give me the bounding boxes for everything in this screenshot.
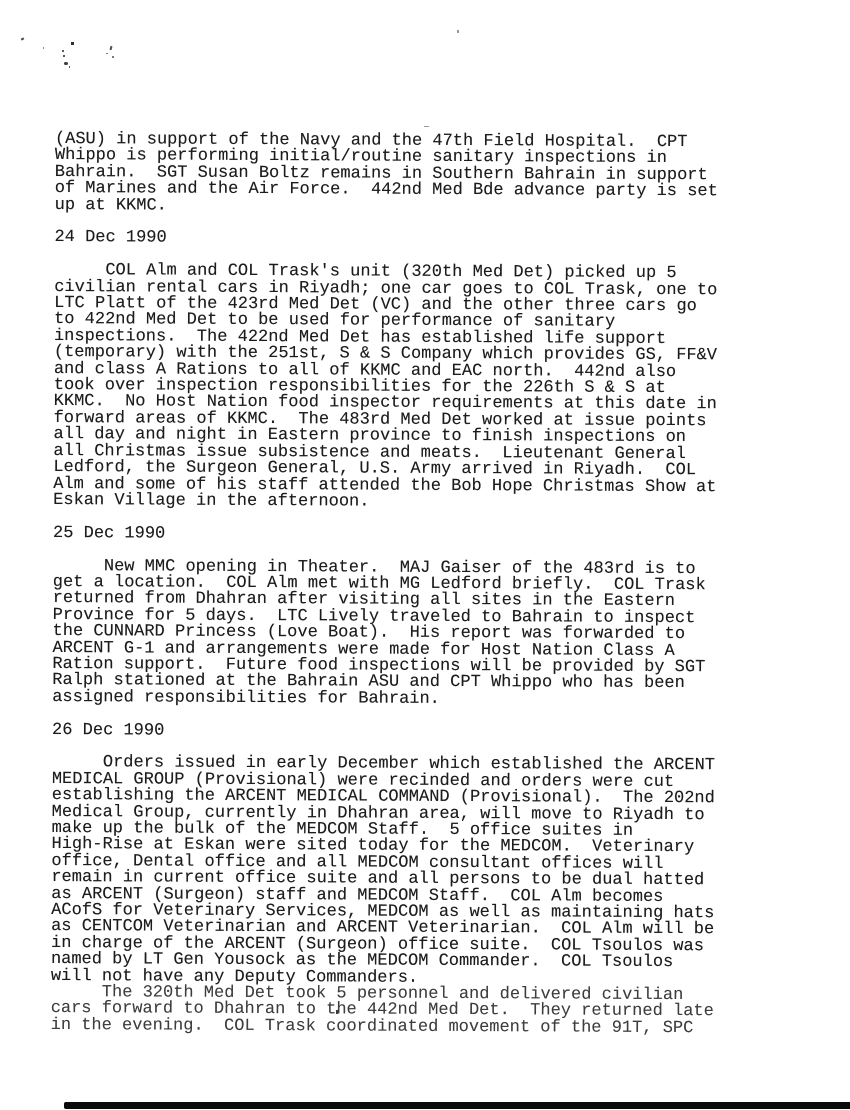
- scan-speckle: [457, 30, 459, 33]
- scan-speckle: [43, 47, 44, 49]
- scan-speckle: [62, 50, 64, 52]
- scan-speckle: [71, 42, 74, 45]
- scan-speckle: [106, 53, 108, 54]
- entry-paragraph: New MMC opening in Theater. MAJ Gaiser of the 483rd is to get a location. COL Alm met with MG Ledford briefly. COL Trask returned from Dhahran after visiting all sites in the Eastern Province for 5 days. LTC Lively traveled to Bahrain to inspect the CUNNARD Princess (Love Boat). His report was forwarded to ARCENT G-1 and arrangements were made for Host Nation Class A Ration support. Future food inspections will be provided by SGT Ralph stationed at the Bahrain ASU and CPT Whippo who has been assigned responsibilities for Bahrain.: [52, 556, 706, 709]
- scan-speckle: [69, 66, 70, 68]
- scan-speckle: [424, 126, 429, 127]
- scan-speckle: [21, 37, 25, 40]
- continuation-paragraph: (ASU) in support of the Navy and the 47th Field Hospital. CPT Whippo is performing initial/routine sanitary inspections in Bahrain. SGT Susan Boltz remains in Southern Bahrain in support of Marines and the Air Force. 442nd Med Bde advance party is set up at KKMC.: [54, 130, 718, 216]
- entry-date-24-dec-1990: 24 Dec 1990: [54, 228, 167, 248]
- scan-edge-artifact: [64, 1102, 850, 1109]
- entry-paragraph: COL Alm and COL Trask's unit (320th Med Det) picked up 5 civilian rental cars in Riyadh; one car goes to COL Trask, one to LTC Platt of the 423rd Med Det (VC) and the other three cars go to 422nd Med Det to be used for performance of sanitary inspections. The 422nd Med Det has established life support (temporary) with the 251st, S & S Company which provides GS, FF&V and class A Rations to all of KKMC and EAC north. 442nd also took over inspection responsibilities for the 226th S & S at KKMC. No Host Nation food inspector requirements at this date in forward areas of KKMC. The 483rd Med Det worked at issue points all day and night in Eastern province to finish inspections on all Christmas issue subsistence and meats. Lieutenant General Ledford, the Surgeon General, U.S. Army arrived in Riyadh. COL Alm and some of his staff attended the Bob Hope Christmas Show at Eskan Village in the afternoon.: [53, 261, 718, 512]
- entry-paragraph: The 320th Med Det took 5 personnel and delivered civilian cars forward to Dhahran to the 442nd Med Det. They returned late in the evening. COL Trask coordinated movement of the 91T, SPC: [50, 983, 714, 1038]
- scan-speckle: [63, 55, 65, 57]
- scan-speckle: [110, 46, 113, 50]
- entry-date-26-dec-1990: 26 Dec 1990: [52, 720, 165, 741]
- scan-speckle: [64, 62, 68, 65]
- scan-speckle: [112, 56, 114, 58]
- document-text: [51, 132, 719, 1037]
- entry-date-25-dec-1990: 25 Dec 1990: [52, 523, 166, 544]
- entry-paragraph: Orders issued in early December which established the ARCENT MEDICAL GROUP (Provisional) were recinded and orders were cut establishing the ARCENT MEDICAL COMMAND (Provisional). The 202nd Medical Group, currently in Dhahran area, will move to Riyadh to make up the bulk of the MEDCOM Staff. 5 office suites in High-Rise at Eskan were sited today for the MEDCOM. Veterinary office, Dental office and all MEDCOM consultant offices will remain in current office suite and all persons to be dual hatted as ARCENT (Surgeon) staff and MEDCOM Staff. COL Alm becomes ACofS for Veterinary Services, MEDCOM as well as maintaining hats as CENTCOM Veterinarian and ARCENT Veterinarian. COL Alm will be in charge of the ARCENT (Surgeon) office suite. COL Tsoulos was named by LT Gen Yousock as the MEDCOM Commander. COL Tsoulos will not have any Deputy Commanders.: [50, 753, 716, 988]
